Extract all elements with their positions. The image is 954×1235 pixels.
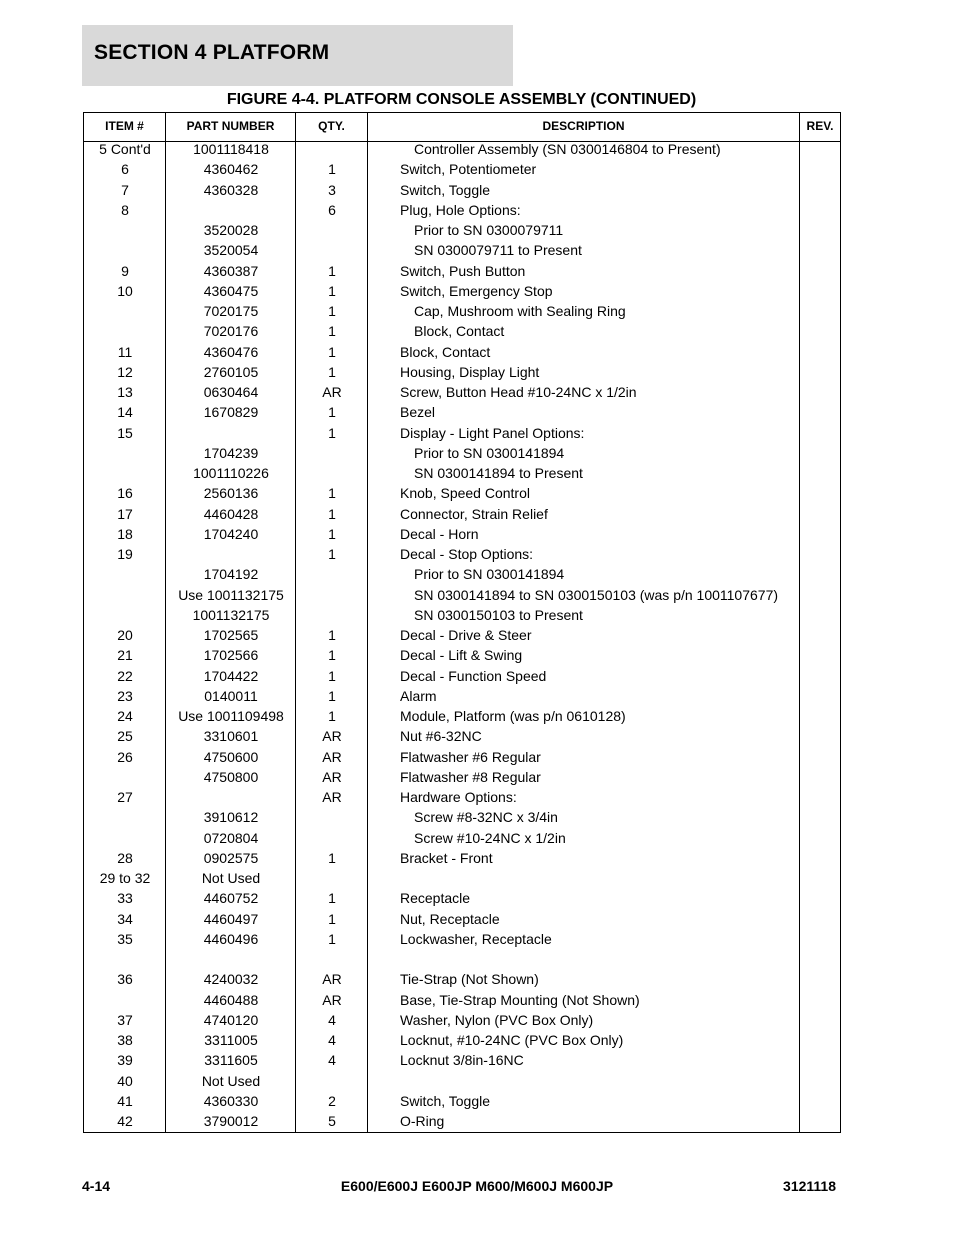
- table-row: [84, 668, 840, 688]
- item-number: 38: [117, 1032, 133, 1048]
- item-number: 7: [121, 181, 129, 198]
- part-number: 4360462: [203, 161, 259, 178]
- item-number: 20: [117, 627, 133, 643]
- description: O-Ring: [400, 1113, 445, 1129]
- table-row: [84, 1052, 840, 1072]
- item-number: 25: [117, 728, 133, 745]
- description: Cap, Mushroom with Sealing Ring: [414, 303, 626, 319]
- quantity: 1: [328, 282, 336, 299]
- quantity: 1: [328, 687, 336, 704]
- part-number: 1702565: [203, 627, 259, 643]
- table-row: [84, 1113, 840, 1133]
- part-number: 3790012: [203, 1113, 259, 1129]
- description: Knob, Speed Control: [400, 485, 530, 502]
- part-number: Not Used: [201, 1072, 261, 1089]
- description: Locknut, #10-24NC (PVC Box Only): [400, 1032, 624, 1048]
- description: Locknut 3/8in-16NC: [400, 1052, 524, 1069]
- table-row: [84, 161, 840, 181]
- table-row: [84, 182, 840, 202]
- table-row: [84, 1093, 840, 1113]
- item-number: 27: [117, 789, 133, 805]
- quantity: 1: [328, 161, 336, 178]
- description: Bracket - Front: [400, 849, 493, 866]
- item-number: 40: [117, 1072, 133, 1089]
- document-number: 3121118: [783, 1178, 836, 1194]
- part-number: 3311005: [204, 1032, 258, 1048]
- part-number: 3520028: [203, 222, 259, 238]
- quantity: 1: [328, 424, 336, 441]
- quantity: 4: [328, 1052, 336, 1069]
- quantity: 6: [328, 201, 336, 218]
- quantity: 5: [328, 1113, 336, 1129]
- item-number: 13: [117, 384, 133, 400]
- table-row: [84, 688, 840, 708]
- description: Receptacle: [400, 890, 471, 907]
- part-number: Use 1001109498: [178, 708, 284, 724]
- part-number: 1702566: [203, 647, 259, 664]
- part-number: 1704239: [203, 444, 259, 461]
- table-row: [84, 283, 840, 303]
- description: Decal - Stop Options:: [400, 546, 534, 562]
- part-number: 0140011: [204, 687, 258, 704]
- description: Housing, Display Light: [400, 363, 540, 380]
- description: Screw #10-24NC x 1/2in: [414, 829, 566, 846]
- table-row: [84, 323, 840, 343]
- item-number: 34: [117, 910, 133, 927]
- description: Module, Platform (was p/n 0610128): [400, 708, 626, 724]
- quantity: 1: [328, 890, 336, 907]
- table-row: [84, 870, 840, 890]
- parts-table: [83, 112, 841, 1133]
- description: SN 0300079711 to Present: [414, 242, 582, 259]
- part-number: Use 1001132175: [178, 586, 284, 603]
- item-number: 18: [117, 525, 133, 542]
- table-row: [84, 749, 840, 769]
- part-number: 7020176: [203, 323, 259, 340]
- table-row: [84, 911, 840, 931]
- part-number: 1001118418: [193, 141, 269, 157]
- quantity: 1: [328, 485, 336, 502]
- description: Alarm: [400, 687, 437, 704]
- table-row: [84, 728, 840, 748]
- description: Hardware Options:: [400, 789, 517, 805]
- quantity: 4: [328, 1032, 336, 1048]
- table-row: [84, 566, 840, 586]
- description: Display - Light Panel Options:: [400, 424, 585, 441]
- header-description: DESCRIPTION: [542, 119, 625, 133]
- table-header: [84, 113, 840, 142]
- item-number: 11: [117, 343, 133, 360]
- description: Switch, Push Button: [400, 262, 526, 279]
- item-number: 9: [121, 262, 129, 279]
- table-row: [84, 141, 840, 161]
- description: Tie-Strap (Not Shown): [400, 971, 539, 988]
- section-banner: [82, 25, 513, 86]
- quantity: AR: [322, 748, 342, 765]
- description: SN 0300141894 to Present: [414, 465, 583, 481]
- part-number: 1001110226: [193, 465, 269, 481]
- header-item: ITEM #: [105, 119, 144, 133]
- part-number: 4360475: [203, 282, 259, 299]
- quantity: 1: [328, 525, 336, 542]
- table-row: [84, 222, 840, 242]
- quantity: 1: [328, 343, 336, 360]
- description: Decal - Drive & Steer: [400, 627, 532, 643]
- description: Flatwasher #6 Regular: [400, 748, 541, 765]
- item-number: 36: [117, 971, 133, 988]
- table-row: [84, 425, 840, 445]
- item-number: 22: [117, 667, 133, 684]
- part-number: 1704422: [203, 667, 259, 684]
- part-number: 4750600: [203, 748, 259, 765]
- part-number: 4460752: [203, 890, 259, 907]
- part-number: 4460497: [203, 910, 259, 927]
- table-row: [84, 769, 840, 789]
- item-number: 35: [117, 930, 133, 947]
- quantity: 1: [328, 404, 336, 421]
- table-row: [84, 647, 840, 667]
- part-number: 4750800: [203, 768, 259, 785]
- quantity: 4: [328, 1011, 336, 1028]
- table-row: [84, 809, 840, 829]
- item-number: 26: [117, 748, 133, 765]
- description: Screw #8-32NC x 3/4in: [414, 809, 558, 826]
- table-row: [84, 404, 840, 424]
- table-row: [84, 303, 840, 323]
- description: Switch, Toggle: [400, 181, 491, 198]
- quantity: 1: [328, 262, 336, 279]
- description: Decal - Horn: [400, 525, 479, 542]
- item-number: 23: [117, 687, 133, 704]
- table-row: [84, 364, 840, 384]
- item-number: 39: [117, 1052, 133, 1069]
- description: Nut #6-32NC: [400, 728, 482, 745]
- table-row: [84, 344, 840, 364]
- quantity: AR: [322, 789, 342, 805]
- table-row: [84, 830, 840, 850]
- table-row: [84, 465, 840, 485]
- description: Washer, Nylon (PVC Box Only): [400, 1011, 594, 1028]
- quantity: 1: [328, 910, 336, 927]
- item-number: 16: [117, 485, 133, 502]
- description: Switch, Emergency Stop: [400, 282, 553, 299]
- description: Flatwasher #8 Regular: [400, 768, 541, 785]
- table-row: [84, 546, 840, 566]
- part-number: 4460496: [203, 930, 259, 947]
- table-row: [84, 506, 840, 526]
- part-number: 4240032: [203, 971, 259, 988]
- item-number: 10: [117, 282, 133, 299]
- part-number: 0630464: [203, 384, 259, 400]
- part-number: 0720804: [203, 829, 259, 846]
- description: Prior to SN 0300141894: [414, 444, 565, 461]
- part-number: 3310601: [203, 728, 259, 745]
- item-number: 28: [117, 849, 133, 866]
- table-row: [84, 850, 840, 870]
- quantity: AR: [322, 971, 342, 988]
- table-row: [84, 1012, 840, 1032]
- part-number: 1704192: [203, 566, 259, 583]
- table-row: [84, 931, 840, 951]
- item-number: 19: [117, 546, 133, 562]
- part-number: 0902575: [203, 849, 259, 866]
- item-number: 41: [117, 1092, 133, 1109]
- part-number: 1670829: [203, 404, 259, 421]
- header-part-number: PART NUMBER: [186, 119, 275, 133]
- description: Decal - Lift & Swing: [400, 647, 523, 664]
- part-number: 3520054: [203, 242, 259, 259]
- table-row: [84, 951, 840, 971]
- part-number: 1704240: [203, 525, 259, 542]
- description: Switch, Toggle: [400, 1092, 491, 1109]
- item-number: 14: [117, 404, 133, 421]
- description: Prior to SN 0300079711: [414, 222, 564, 238]
- table-row: [84, 242, 840, 262]
- description: Plug, Hole Options:: [400, 201, 521, 218]
- part-number: 3311605: [204, 1052, 258, 1069]
- description: Bezel: [400, 404, 436, 421]
- table-row: [84, 971, 840, 991]
- quantity: 1: [328, 708, 336, 724]
- description: Screw, Button Head #10-24NC x 1/2in: [400, 384, 637, 400]
- model-numbers: E600/E600J E600JP M600/M600J M600JP: [340, 1178, 614, 1194]
- item-number: 5 Cont'd: [99, 141, 151, 157]
- table-row: [84, 587, 840, 607]
- part-number: 2560136: [203, 485, 259, 502]
- table-row: [84, 607, 840, 627]
- description: Block, Contact: [400, 343, 491, 360]
- quantity: 1: [328, 647, 336, 664]
- quantity: 1: [328, 323, 336, 340]
- section-title: SECTION 4 PLATFORM: [94, 41, 330, 64]
- table-row: [84, 485, 840, 505]
- part-number: Not Used: [201, 870, 261, 886]
- item-number: 15: [117, 424, 133, 441]
- quantity: AR: [322, 728, 342, 745]
- quantity: 1: [328, 505, 336, 522]
- description: Nut, Receptacle: [400, 910, 500, 927]
- item-number: 37: [117, 1011, 133, 1028]
- description: Switch, Potentiometer: [400, 161, 537, 178]
- item-number: 24: [117, 708, 133, 724]
- quantity: 1: [328, 930, 336, 947]
- table-row: [84, 263, 840, 283]
- part-number: 1001132175: [192, 606, 270, 623]
- part-number: 4360328: [203, 181, 259, 198]
- item-number: 21: [117, 647, 133, 664]
- quantity: 2: [328, 1092, 336, 1109]
- description: Controller Assembly (SN 0300146804 to Present): [414, 141, 721, 157]
- description: SN 0300141894 to SN 0300150103 (was p/n 1001107677): [414, 586, 779, 603]
- part-number: 4360476: [203, 343, 259, 360]
- item-number: 8: [121, 201, 129, 218]
- item-number: 29 to 32: [99, 870, 151, 886]
- table-row: [84, 708, 840, 728]
- table-row: [84, 526, 840, 546]
- quantity: AR: [322, 991, 342, 1008]
- part-number: 3910612: [203, 809, 259, 826]
- part-number: 4460428: [203, 505, 259, 522]
- part-number: 4360330: [203, 1092, 259, 1109]
- description: Lockwasher, Receptacle: [400, 930, 552, 947]
- header-rev: REV.: [806, 119, 834, 133]
- quantity: 1: [328, 303, 336, 319]
- description: Prior to SN 0300141894: [414, 566, 565, 583]
- quantity: 1: [328, 667, 336, 684]
- item-number: 6: [121, 161, 129, 178]
- part-number: 4360387: [203, 262, 259, 279]
- header-qty: QTY.: [318, 119, 345, 133]
- quantity: 3: [328, 181, 336, 198]
- part-number: 4740120: [203, 1011, 259, 1028]
- part-number: 4460488: [203, 991, 259, 1008]
- item-number: 42: [117, 1113, 133, 1129]
- item-number: 12: [117, 363, 133, 380]
- table-row: [84, 789, 840, 809]
- quantity: AR: [322, 768, 342, 785]
- part-number: 7020175: [203, 303, 259, 319]
- description: SN 0300150103 to Present: [414, 606, 583, 623]
- description: Block, Contact: [414, 323, 505, 340]
- item-number: 17: [117, 505, 133, 522]
- description: Base, Tie-Strap Mounting (Not Shown): [400, 991, 640, 1008]
- table-row: [84, 890, 840, 910]
- quantity: 1: [328, 849, 336, 866]
- description: Decal - Function Speed: [400, 667, 547, 684]
- item-number: 33: [117, 890, 133, 907]
- quantity: 1: [328, 546, 336, 562]
- table-row: [84, 627, 840, 647]
- table-row: [84, 1032, 840, 1052]
- table-row: [84, 384, 840, 404]
- quantity: AR: [322, 384, 342, 400]
- page-number: 4-14: [82, 1178, 111, 1194]
- description: Connector, Strain Relief: [400, 505, 548, 522]
- table-row: [84, 992, 840, 1012]
- quantity: 1: [328, 627, 336, 643]
- quantity: 1: [328, 363, 336, 380]
- figure-title: FIGURE 4-4. PLATFORM CONSOLE ASSEMBLY (CONTINUED): [226, 91, 697, 108]
- table-row: [84, 202, 840, 222]
- table-row: [84, 445, 840, 465]
- table-row: [84, 1073, 840, 1093]
- part-number: 2760105: [203, 363, 259, 380]
